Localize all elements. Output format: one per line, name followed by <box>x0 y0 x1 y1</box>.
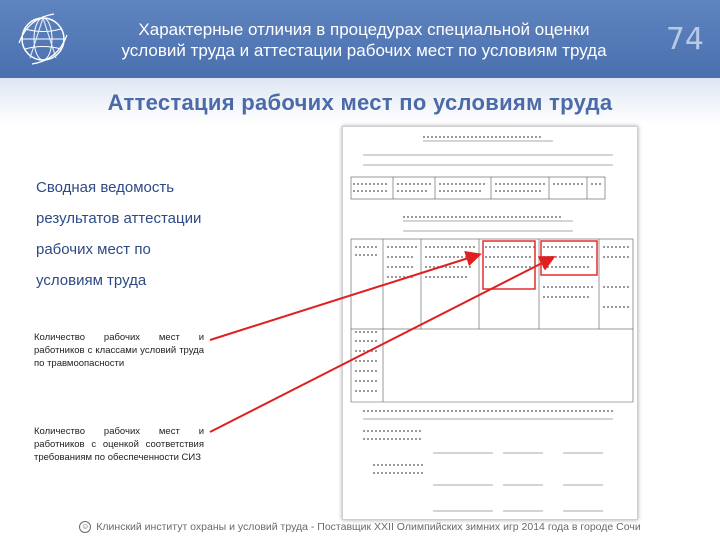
slide-title-line2: условий труда и аттестации рабочих мест по условиям труда <box>121 41 607 60</box>
document-scan-image <box>342 126 638 520</box>
summary-line: условиям труда <box>36 272 147 289</box>
globe-logo-icon <box>14 10 72 68</box>
summary-line: рабочих мест по <box>36 241 151 258</box>
slide-number: 74 <box>665 22 704 57</box>
smile-icon: ☺ <box>81 522 90 531</box>
summary-caption <box>36 172 296 296</box>
document-scan-drawing <box>343 127 639 521</box>
slide-header <box>0 0 720 78</box>
slide-title <box>78 8 650 72</box>
slide-title-line1: Характерные отличия в процедурах специальной оценки <box>138 20 590 39</box>
section-title: Аттестация рабочих мест по условиям труда <box>107 90 613 115</box>
highlight-box-trauma <box>483 241 535 289</box>
summary-line: Сводная ведомость <box>36 179 175 196</box>
summary-line: результатов аттестации <box>36 210 202 227</box>
note-ppe-provision: Количество рабочих мест и работников с оценкой соответствия требованиям по обеспеченности СИЗ <box>34 426 204 463</box>
note-trauma-safety: Количество рабочих мест и работников с классами условий труда по травмоопасности <box>34 332 204 369</box>
footer-text: Клинский институт охраны и условий труда - Поставщик XXII Олимпийских зимних игр 2014 года в городе Сочи <box>96 521 641 533</box>
slide-footer <box>0 514 720 540</box>
